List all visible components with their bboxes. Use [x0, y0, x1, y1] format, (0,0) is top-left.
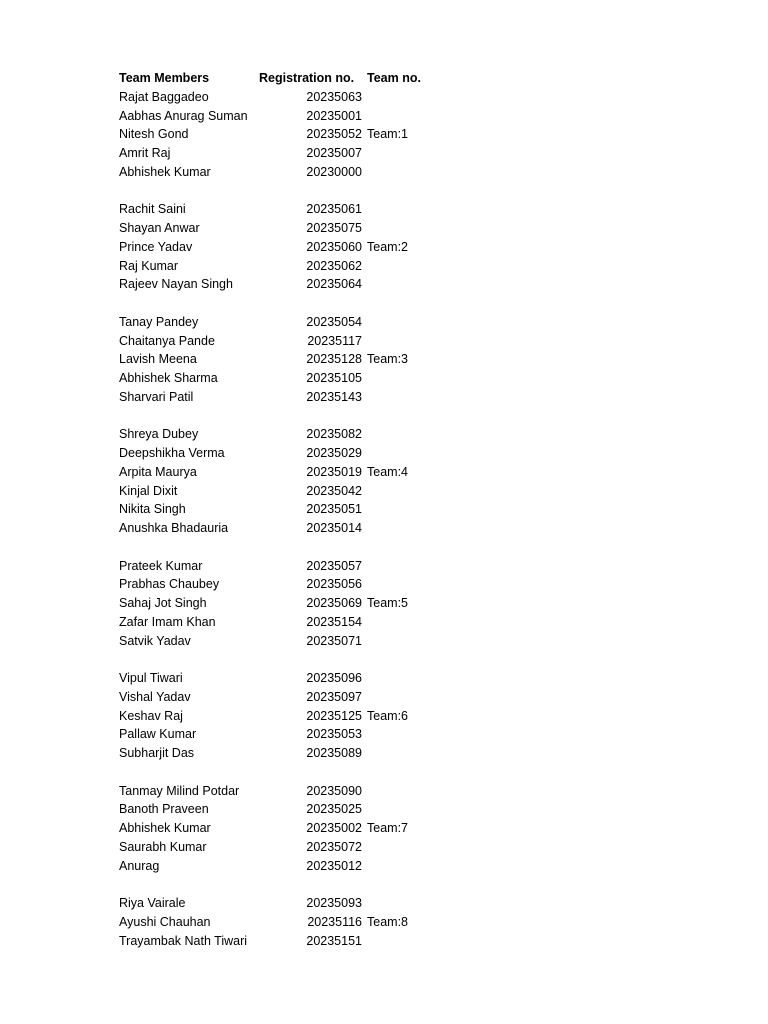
member-name: Shreya Dubey [119, 427, 199, 442]
member-name: Nitesh Gond [119, 127, 189, 142]
registration-number: 20235105 [306, 371, 362, 385]
member-name: Banoth Praveen [119, 802, 209, 817]
registration-number: 20235062 [306, 258, 362, 273]
registration-number: 20235060 [306, 239, 362, 254]
registration-number: 20235116 [307, 914, 362, 929]
registration-number: 20230000 [306, 164, 362, 179]
table-row [119, 125, 539, 144]
member-name: Prince Yadav [119, 239, 193, 254]
member-name: Raj Kumar [119, 258, 179, 273]
table-row [119, 575, 539, 594]
registration-number: 20235057 [306, 558, 362, 573]
team-number: Team:4 [367, 464, 408, 479]
member-name: Abhishek Kumar [119, 821, 211, 835]
table-row [119, 463, 539, 482]
registration-number: 20235014 [306, 521, 362, 535]
table-row [119, 744, 539, 763]
team-number: Team:1 [367, 127, 408, 142]
member-name: Pallaw Kumar [119, 727, 197, 742]
table-row [119, 669, 539, 688]
registration-number: 20235151 [306, 933, 362, 948]
registration-number: 20235056 [306, 577, 362, 592]
registration-number: 20235143 [306, 389, 362, 404]
table-row [119, 350, 539, 369]
table-row [119, 332, 539, 351]
table-row [119, 707, 539, 726]
table-row [119, 238, 539, 257]
registration-number: 20235093 [306, 896, 362, 910]
member-name: Chaitanya Pande [119, 333, 215, 348]
table-row [119, 613, 539, 632]
header-team-no: Team no. [367, 71, 421, 85]
table-row [119, 88, 539, 107]
table-row [119, 163, 539, 182]
table-row [119, 782, 539, 801]
member-name: Subharjit Das [119, 746, 195, 760]
registration-number: 20235052 [306, 127, 362, 142]
registration-number: 20235061 [306, 202, 362, 217]
registration-number: 20235096 [306, 671, 362, 685]
registration-number: 20235007 [306, 146, 362, 160]
table-row [119, 632, 539, 651]
registration-number: 20235001 [306, 108, 362, 123]
table-row [119, 313, 539, 332]
team-spacer [119, 538, 539, 557]
table-row [119, 275, 539, 294]
table-row [119, 557, 539, 576]
registration-number: 20235064 [306, 277, 362, 292]
team-spacer [119, 763, 539, 782]
table-row [119, 932, 539, 951]
team-number: Team:7 [367, 821, 408, 835]
table-row [119, 894, 539, 913]
member-name: Anurag [119, 858, 160, 873]
member-name: Prateek Kumar [119, 558, 203, 573]
table-row [119, 838, 539, 857]
registration-number: 20235072 [306, 839, 362, 854]
member-name: Arpita Maurya [119, 464, 197, 479]
member-name: Rajeev Nayan Singh [119, 277, 233, 292]
member-name: Saurabh Kumar [119, 839, 207, 854]
member-name: Deepshikha Verma [119, 446, 225, 460]
member-name: Rachit Saini [119, 202, 186, 217]
registration-number: 20235089 [306, 746, 362, 760]
registration-number: 20235082 [306, 427, 362, 442]
member-name: Rajat Baggadeo [119, 89, 209, 104]
member-name: Prabhas Chaubey [119, 577, 220, 592]
header-team-members: Team Members [119, 71, 210, 85]
member-name: Sharvari Patil [119, 389, 194, 404]
registration-number: 20235090 [306, 783, 362, 798]
member-name: Riya Vairale [119, 896, 186, 910]
member-name: Amrit Raj [119, 146, 171, 160]
table-row [119, 257, 539, 276]
member-name: Abhishek Kumar [119, 164, 211, 179]
registration-number: 20235053 [306, 727, 362, 742]
table-row [119, 500, 539, 519]
registration-number: 20235019 [306, 464, 362, 479]
registration-number: 20235025 [306, 802, 362, 817]
member-name: Abhishek Sharma [119, 371, 218, 385]
registration-number: 20235069 [306, 596, 362, 610]
team-sheet [119, 69, 539, 950]
table-row [119, 819, 539, 838]
registration-number: 20235128 [306, 352, 362, 367]
table-row [119, 107, 539, 126]
member-name: Anushka Bhadauria [119, 521, 229, 535]
registration-number: 20235075 [306, 221, 362, 235]
member-name: Aabhas Anurag Suman [119, 108, 248, 123]
table-row [119, 482, 539, 501]
registration-number: 20235063 [306, 89, 362, 104]
team-spacer [119, 650, 539, 669]
header-registration-no: Registration no. [259, 71, 355, 85]
registration-number: 20235012 [306, 858, 362, 873]
member-name: Tanmay Milind Potdar [119, 783, 240, 798]
registration-number: 20235042 [306, 483, 362, 498]
member-name: Zafar Imam Khan [119, 614, 216, 629]
registration-number: 20235117 [307, 333, 362, 348]
team-spacer [119, 875, 539, 894]
table-row [119, 219, 539, 238]
team-number: Team:3 [367, 352, 408, 367]
team-spacer [119, 407, 539, 426]
header-row [119, 69, 539, 88]
table-row [119, 519, 539, 538]
table-row [119, 594, 539, 613]
registration-number: 20235125 [306, 708, 362, 723]
member-name: Lavish Meena [119, 352, 197, 367]
registration-number: 20235051 [306, 502, 362, 517]
table-row [119, 800, 539, 819]
team-spacer [119, 182, 539, 201]
table-row [119, 144, 539, 163]
table-row [119, 200, 539, 219]
team-number: Team:8 [367, 914, 408, 929]
registration-number: 20235054 [306, 314, 362, 329]
team-spacer [119, 294, 539, 313]
member-name: Tanay Pandey [119, 314, 199, 329]
member-name: Sahaj Jot Singh [119, 596, 207, 610]
member-name: Satvik Yadav [119, 633, 191, 648]
team-number: Team:5 [367, 596, 408, 610]
registration-number: 20235154 [306, 614, 362, 629]
table-row [119, 388, 539, 407]
member-name: Trayambak Nath Tiwari [119, 933, 248, 948]
member-name: Nikita Singh [119, 502, 186, 517]
member-name: Vishal Yadav [119, 689, 191, 704]
registration-number: 20235002 [306, 821, 362, 835]
table-row [119, 369, 539, 388]
member-name: Vipul Tiwari [119, 671, 183, 685]
table-row [119, 913, 539, 932]
table-row [119, 425, 539, 444]
table-row [119, 444, 539, 463]
member-name: Ayushi Chauhan [119, 914, 211, 929]
team-number: Team:6 [367, 708, 408, 723]
team-rows [119, 88, 539, 951]
registration-number: 20235097 [306, 689, 362, 704]
member-name: Keshav Raj [119, 708, 183, 723]
registration-number: 20235029 [306, 446, 362, 460]
table-row [119, 725, 539, 744]
member-name: Shayan Anwar [119, 221, 200, 235]
table-row [119, 857, 539, 876]
registration-number: 20235071 [306, 633, 362, 648]
member-name: Kinjal Dixit [119, 483, 178, 498]
table-row [119, 688, 539, 707]
team-number: Team:2 [367, 239, 408, 254]
